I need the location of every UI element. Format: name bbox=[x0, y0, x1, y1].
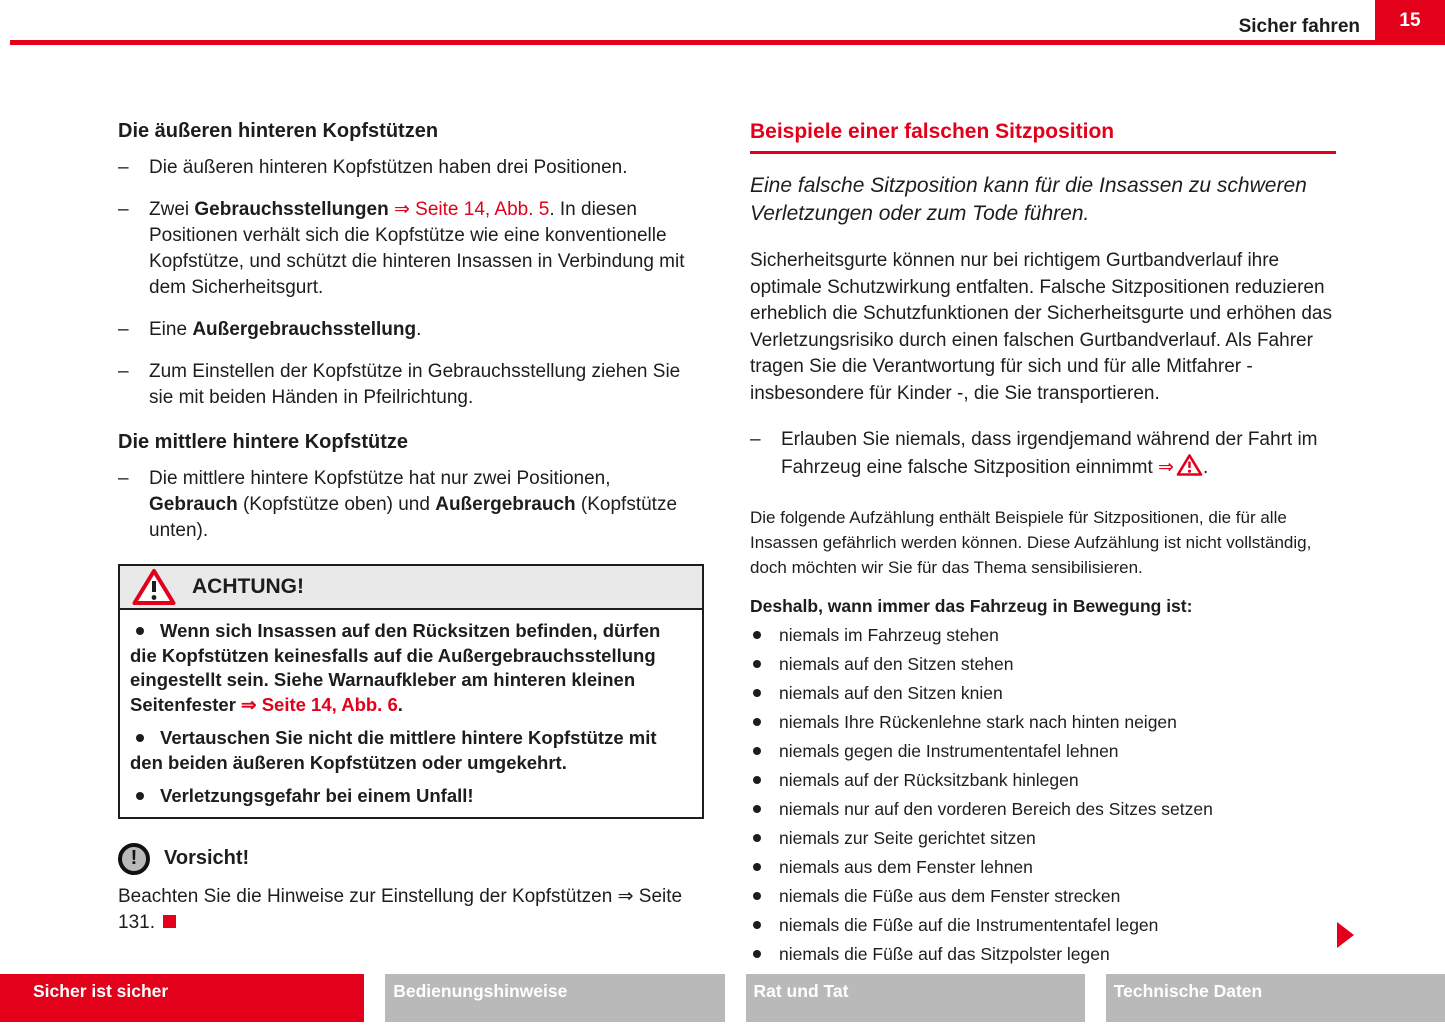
dash-marker: – bbox=[118, 319, 129, 340]
dash-marker: – bbox=[750, 429, 761, 450]
list-item: niemals Ihre Rückenlehne stark nach hinten neigen bbox=[750, 712, 1336, 732]
next-page-arrow-icon[interactable] bbox=[1337, 922, 1354, 948]
bullet-dot-icon bbox=[753, 776, 761, 784]
never-do-list bbox=[750, 625, 1336, 964]
list-item bbox=[118, 197, 704, 301]
dash-marker: – bbox=[118, 468, 129, 489]
warning-item: Wenn sich Insassen auf den Rücksitzen befinden, dürfen die Kopfstützen keinesfalls auf die Außergebrauchsstellung eingestellt sein. Siehe Warnaufkleber am hinteren kleinen Seitenfester ⇒ Seite 14, Abb. 6. bbox=[130, 620, 661, 715]
cross-reference-link[interactable]: ⇒ Seite 14, Abb. 6 bbox=[241, 693, 398, 715]
list-item bbox=[118, 359, 704, 411]
caution-title: Vorsicht! bbox=[164, 847, 250, 869]
lede-paragraph: Eine falsche Sitzposition kann für die Insassen zu schweren Verletzungen oder zum Tode führen. bbox=[750, 174, 1307, 225]
header-rule bbox=[10, 40, 1445, 45]
reference-arrow: ⇒ bbox=[1158, 457, 1174, 478]
tab-sicher-ist-sicher[interactable]: Sicher ist sicher bbox=[0, 974, 364, 1022]
heading-wrong-seating-position: Beispiele einer falschen Sitzposition bbox=[750, 120, 1336, 154]
caution-text: Beachten Sie die Hinweise zur Einstellung der Kopfstützen ⇒ Seite 131. bbox=[118, 885, 683, 933]
bullet-dot-icon bbox=[136, 627, 144, 635]
warning-item: Verletzungsgefahr bei einem Unfall! bbox=[130, 784, 692, 809]
end-of-section-square-icon bbox=[163, 915, 176, 928]
list-item bbox=[118, 155, 704, 181]
list-item: niemals die Füße aus dem Fenster strecken bbox=[750, 886, 1336, 906]
bullet-dot-icon bbox=[753, 689, 761, 697]
list-item-text: Zum Einstellen der Kopfstütze in Gebrauchsstellung ziehen Sie sie mit beiden Händen in Pfeilrichtung. bbox=[149, 361, 681, 408]
bullet-dot-icon bbox=[753, 892, 761, 900]
caution-circle-icon: ! bbox=[118, 843, 150, 875]
bullet-dot-icon bbox=[753, 747, 761, 755]
list-item bbox=[118, 466, 704, 544]
list-item: niemals auf den Sitzen stehen bbox=[750, 654, 1336, 674]
list-item-text: Erlauben Sie niemals, dass irgendjemand während der Fahrt im Fahrzeug eine falsche Sitzposition einnimmt ⇒ . bbox=[781, 429, 1318, 478]
list-item: niemals im Fahrzeug stehen bbox=[750, 625, 1336, 645]
warning-item: Vertauschen Sie nicht die mittlere hintere Kopfstütze mit den beiden äußeren Kopfstützen oder umgekehrt. bbox=[130, 727, 657, 773]
list-item: niemals die Füße auf die Instrumententafel legen bbox=[750, 915, 1336, 935]
right-column bbox=[750, 120, 1336, 973]
cross-reference-link[interactable]: ⇒ Seite 14, Abb. 5 bbox=[393, 199, 550, 220]
dash-marker: – bbox=[118, 361, 129, 382]
list-item: niemals aus dem Fenster lehnen bbox=[750, 857, 1336, 877]
list-item-text: Die äußeren hinteren Kopfstützen haben drei Positionen. bbox=[149, 157, 628, 178]
list-item-text: Zwei Gebrauchsstellungen ⇒ Seite 14, Abb. 5. In diesen Positionen verhält sich die Kopfstütze wie eine konventionelle Kopfstütze, und schützt die hinteren Insassen in Verbindung mit dem Sicherheitsgurt. bbox=[149, 199, 685, 298]
list-item: niemals zur Seite gerichtet sitzen bbox=[750, 828, 1336, 848]
bullet-dot-icon bbox=[753, 660, 761, 668]
tab-bedienungshinweise[interactable]: Bedienungshinweise bbox=[385, 974, 724, 1022]
list-item: niemals gegen die Instrumententafel lehnen bbox=[750, 741, 1336, 761]
heading-outer-headrests: Die äußeren hinteren Kopfstützen bbox=[118, 120, 439, 142]
dash-marker: – bbox=[118, 199, 129, 220]
heading-middle-headrest: Die mittlere hintere Kopfstütze bbox=[118, 431, 409, 453]
warning-box-header bbox=[120, 566, 702, 610]
bullet-dot-icon bbox=[753, 631, 761, 639]
bullet-dot-icon bbox=[136, 792, 144, 800]
body-paragraph: Sicherheitsgurte können nur bei richtigem Gurtbandverlauf ihre optimale Schutzwirkung entfalten. Falsche Sitzpositionen reduzieren erheblich die Schutzfunktionen der Sicherheitsgurte und erhöhen das Verletzungsrisiko durch einen falschen Gurtbandverlauf. Als Fahrer tragen Sie die Verantwortung für sich und für alle Mitfahrer - insbesondere für Kinder -, die Sie transportieren. bbox=[750, 250, 1332, 404]
list-item-text: Die mittlere hintere Kopfstütze hat nur zwei Positionen, Gebrauch (Kopfstütze oben) und Außergebrauch (Kopfstütze unten). bbox=[149, 468, 678, 541]
dash-marker: – bbox=[118, 157, 129, 178]
tab-technische-daten[interactable]: Technische Daten bbox=[1106, 974, 1445, 1022]
left-column bbox=[118, 120, 704, 936]
bullet-dot-icon bbox=[136, 734, 144, 742]
warning-box bbox=[118, 564, 704, 819]
intro-paragraph: Die folgende Aufzählung enthält Beispiele für Sitzpositionen, die für alle Insassen gefährlich werden können. Diese Aufzählung ist nicht vollständig, doch möchten wir Sie für das Thema sensibilisieren. bbox=[750, 508, 1312, 577]
list-item: niemals die Füße auf das Sitzpolster legen bbox=[750, 944, 1336, 964]
list-item bbox=[750, 427, 1336, 481]
bullet-dot-icon bbox=[753, 718, 761, 726]
warning-box-body bbox=[120, 610, 702, 817]
warning-triangle-icon bbox=[132, 568, 176, 606]
list-item: niemals nur auf den vorderen Bereich des Sitzes setzen bbox=[750, 799, 1336, 819]
page-number-badge: 15 bbox=[1375, 0, 1445, 45]
bullet-dot-icon bbox=[753, 950, 761, 958]
list-item: niemals auf der Rücksitzbank hinlegen bbox=[750, 770, 1336, 790]
warning-triangle-icon bbox=[1176, 453, 1203, 477]
warning-box-title: ACHTUNG! bbox=[192, 575, 304, 598]
bullet-dot-icon bbox=[753, 834, 761, 842]
bullet-dot-icon bbox=[753, 805, 761, 813]
tab-rat-und-tat[interactable]: Rat und Tat bbox=[746, 974, 1085, 1022]
bullet-dot-icon bbox=[753, 863, 761, 871]
bullet-dot-icon bbox=[753, 921, 761, 929]
list-item bbox=[118, 317, 704, 343]
caution-note bbox=[118, 843, 704, 936]
footer-section-tabs bbox=[0, 974, 1445, 1022]
list-item-text: Eine Außergebrauchsstellung. bbox=[149, 319, 422, 340]
caution-header bbox=[118, 843, 704, 875]
page-section-title: Sicher fahren bbox=[1238, 16, 1360, 37]
emphasis-line: Deshalb, wann immer das Fahrzeug in Bewegung ist: bbox=[750, 596, 1193, 616]
list-item: niemals auf den Sitzen knien bbox=[750, 683, 1336, 703]
